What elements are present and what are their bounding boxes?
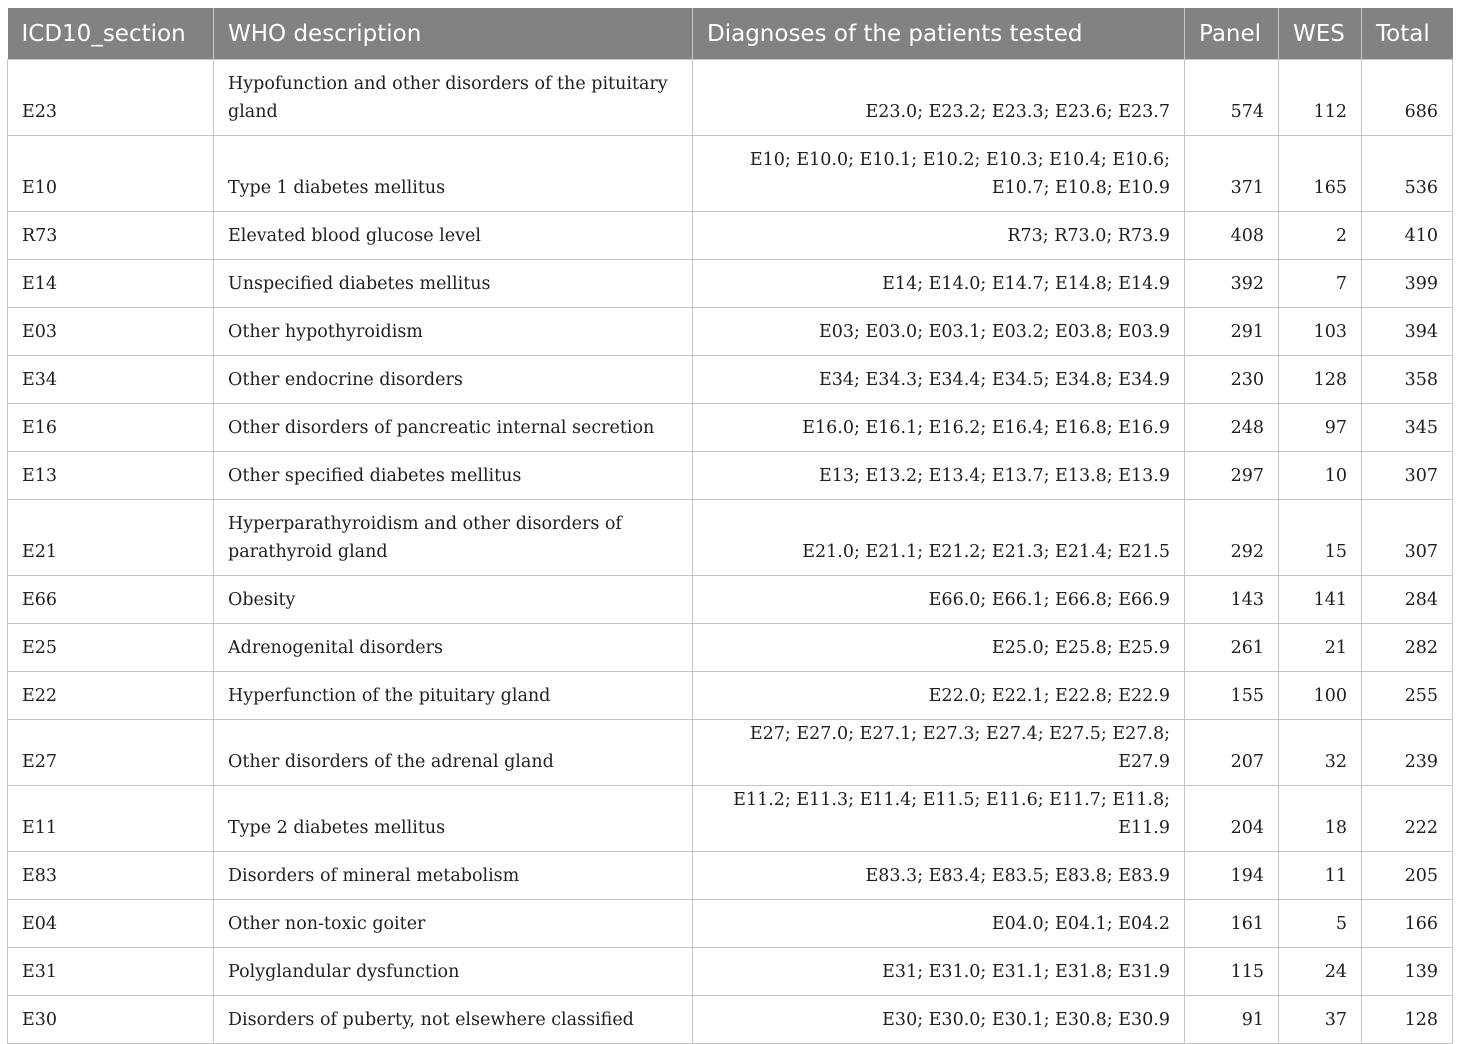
- cell-total: 139: [1362, 948, 1453, 996]
- cell-panel: 115: [1185, 948, 1279, 996]
- cell-diagnoses: E83.3; E83.4; E83.5; E83.8; E83.9: [693, 852, 1185, 900]
- cell-panel: 143: [1185, 576, 1279, 624]
- cell-diagnoses: E31; E31.0; E31.1; E31.8; E31.9: [693, 948, 1185, 996]
- cell-wes: 103: [1279, 308, 1362, 356]
- cell-section: E66: [8, 576, 214, 624]
- header-who-description: WHO description: [214, 8, 693, 60]
- table-row: [8, 212, 1453, 260]
- cell-description: Hyperfunction of the pituitary gland: [214, 672, 693, 720]
- header-diagnoses: Diagnoses of the patients tested: [693, 8, 1185, 60]
- cell-wes: 32: [1279, 720, 1362, 786]
- cell-diagnoses: E14; E14.0; E14.7; E14.8; E14.9: [693, 260, 1185, 308]
- cell-diagnoses: E16.0; E16.1; E16.2; E16.4; E16.8; E16.9: [693, 404, 1185, 452]
- cell-section: E14: [8, 260, 214, 308]
- cell-description: Unspecified diabetes mellitus: [214, 260, 693, 308]
- cell-diagnoses: E13; E13.2; E13.4; E13.7; E13.8; E13.9: [693, 452, 1185, 500]
- cell-panel: 91: [1185, 996, 1279, 1044]
- cell-panel: 261: [1185, 624, 1279, 672]
- cell-panel: 392: [1185, 260, 1279, 308]
- cell-wes: 7: [1279, 260, 1362, 308]
- cell-section: E23: [8, 60, 214, 136]
- cell-panel: 291: [1185, 308, 1279, 356]
- cell-diagnoses: E21.0; E21.1; E21.2; E21.3; E21.4; E21.5: [693, 500, 1185, 576]
- table-row: [8, 900, 1453, 948]
- cell-wes: 100: [1279, 672, 1362, 720]
- cell-section: E10: [8, 136, 214, 212]
- table-row: [8, 452, 1453, 500]
- table-row: [8, 786, 1453, 852]
- cell-diagnoses: E22.0; E22.1; E22.8; E22.9: [693, 672, 1185, 720]
- cell-description: Adrenogenital disorders: [214, 624, 693, 672]
- cell-section: E25: [8, 624, 214, 672]
- icd10-table-container: [7, 8, 1452, 1044]
- cell-section: E11: [8, 786, 214, 852]
- cell-diagnoses: E66.0; E66.1; E66.8; E66.9: [693, 576, 1185, 624]
- cell-diagnoses: E25.0; E25.8; E25.9: [693, 624, 1185, 672]
- cell-wes: 141: [1279, 576, 1362, 624]
- table-row: [8, 852, 1453, 900]
- cell-diagnoses: E03; E03.0; E03.1; E03.2; E03.8; E03.9: [693, 308, 1185, 356]
- cell-description: Hyperparathyroidism and other disorders of parathyroid gland: [214, 500, 693, 576]
- cell-description: Type 1 diabetes mellitus: [214, 136, 693, 212]
- cell-panel: 194: [1185, 852, 1279, 900]
- table-header-row: [8, 8, 1453, 60]
- cell-diagnoses: E11.2; E11.3; E11.4; E11.5; E11.6; E11.7; E11.8; E11.9: [693, 786, 1185, 852]
- cell-total: 307: [1362, 452, 1453, 500]
- table-row: [8, 260, 1453, 308]
- cell-wes: 21: [1279, 624, 1362, 672]
- table-row: [8, 624, 1453, 672]
- cell-panel: 155: [1185, 672, 1279, 720]
- cell-diagnoses: E30; E30.0; E30.1; E30.8; E30.9: [693, 996, 1185, 1044]
- cell-total: 166: [1362, 900, 1453, 948]
- cell-section: E04: [8, 900, 214, 948]
- cell-panel: 292: [1185, 500, 1279, 576]
- cell-wes: 24: [1279, 948, 1362, 996]
- cell-wes: 128: [1279, 356, 1362, 404]
- cell-total: 345: [1362, 404, 1453, 452]
- cell-total: 394: [1362, 308, 1453, 356]
- cell-wes: 37: [1279, 996, 1362, 1044]
- cell-wes: 97: [1279, 404, 1362, 452]
- header-panel: Panel: [1185, 8, 1279, 60]
- cell-wes: 165: [1279, 136, 1362, 212]
- cell-diagnoses: E23.0; E23.2; E23.3; E23.6; E23.7: [693, 60, 1185, 136]
- table-row: [8, 136, 1453, 212]
- cell-total: 222: [1362, 786, 1453, 852]
- cell-panel: 574: [1185, 60, 1279, 136]
- cell-wes: 2: [1279, 212, 1362, 260]
- cell-total: 686: [1362, 60, 1453, 136]
- table-row: [8, 60, 1453, 136]
- cell-total: 358: [1362, 356, 1453, 404]
- cell-description: Other disorders of pancreatic internal secretion: [214, 404, 693, 452]
- cell-section: E31: [8, 948, 214, 996]
- cell-section: E16: [8, 404, 214, 452]
- cell-diagnoses: E10; E10.0; E10.1; E10.2; E10.3; E10.4; E10.6; E10.7; E10.8; E10.9: [693, 136, 1185, 212]
- cell-total: 307: [1362, 500, 1453, 576]
- table-row: [8, 308, 1453, 356]
- cell-wes: 18: [1279, 786, 1362, 852]
- cell-total: 399: [1362, 260, 1453, 308]
- cell-description: Elevated blood glucose level: [214, 212, 693, 260]
- cell-section: E03: [8, 308, 214, 356]
- cell-panel: 248: [1185, 404, 1279, 452]
- cell-description: Other hypothyroidism: [214, 308, 693, 356]
- cell-description: Other non-toxic goiter: [214, 900, 693, 948]
- header-icd10-section: ICD10_section: [8, 8, 214, 60]
- cell-total: 255: [1362, 672, 1453, 720]
- table-row: [8, 576, 1453, 624]
- cell-total: 239: [1362, 720, 1453, 786]
- cell-description: Other endocrine disorders: [214, 356, 693, 404]
- table-row: [8, 356, 1453, 404]
- cell-total: 284: [1362, 576, 1453, 624]
- cell-wes: 11: [1279, 852, 1362, 900]
- cell-panel: 230: [1185, 356, 1279, 404]
- cell-wes: 15: [1279, 500, 1362, 576]
- cell-total: 205: [1362, 852, 1453, 900]
- cell-section: R73: [8, 212, 214, 260]
- cell-diagnoses: E34; E34.3; E34.4; E34.5; E34.8; E34.9: [693, 356, 1185, 404]
- cell-panel: 204: [1185, 786, 1279, 852]
- cell-description: Type 2 diabetes mellitus: [214, 786, 693, 852]
- cell-wes: 5: [1279, 900, 1362, 948]
- cell-section: E13: [8, 452, 214, 500]
- cell-diagnoses: E27; E27.0; E27.1; E27.3; E27.4; E27.5; E27.8; E27.9: [693, 720, 1185, 786]
- table-row: [8, 720, 1453, 786]
- cell-section: E83: [8, 852, 214, 900]
- cell-panel: 207: [1185, 720, 1279, 786]
- cell-description: Obesity: [214, 576, 693, 624]
- header-total: Total: [1362, 8, 1453, 60]
- cell-panel: 408: [1185, 212, 1279, 260]
- cell-section: E27: [8, 720, 214, 786]
- table-row: [8, 948, 1453, 996]
- cell-panel: 297: [1185, 452, 1279, 500]
- table-row: [8, 500, 1453, 576]
- cell-description: Hypofunction and other disorders of the pituitary gland: [214, 60, 693, 136]
- cell-diagnoses: E04.0; E04.1; E04.2: [693, 900, 1185, 948]
- cell-description: Disorders of puberty, not elsewhere classified: [214, 996, 693, 1044]
- cell-total: 282: [1362, 624, 1453, 672]
- cell-total: 128: [1362, 996, 1453, 1044]
- cell-panel: 371: [1185, 136, 1279, 212]
- icd10-diagnoses-table: [7, 8, 1453, 1044]
- cell-total: 536: [1362, 136, 1453, 212]
- cell-description: Disorders of mineral metabolism: [214, 852, 693, 900]
- cell-section: E30: [8, 996, 214, 1044]
- cell-section: E22: [8, 672, 214, 720]
- cell-wes: 112: [1279, 60, 1362, 136]
- cell-section: E21: [8, 500, 214, 576]
- header-wes: WES: [1279, 8, 1362, 60]
- cell-diagnoses: R73; R73.0; R73.9: [693, 212, 1185, 260]
- cell-section: E34: [8, 356, 214, 404]
- cell-description: Polyglandular dysfunction: [214, 948, 693, 996]
- cell-description: Other disorders of the adrenal gland: [214, 720, 693, 786]
- table-row: [8, 672, 1453, 720]
- cell-panel: 161: [1185, 900, 1279, 948]
- cell-description: Other specified diabetes mellitus: [214, 452, 693, 500]
- cell-wes: 10: [1279, 452, 1362, 500]
- cell-total: 410: [1362, 212, 1453, 260]
- table-row: [8, 404, 1453, 452]
